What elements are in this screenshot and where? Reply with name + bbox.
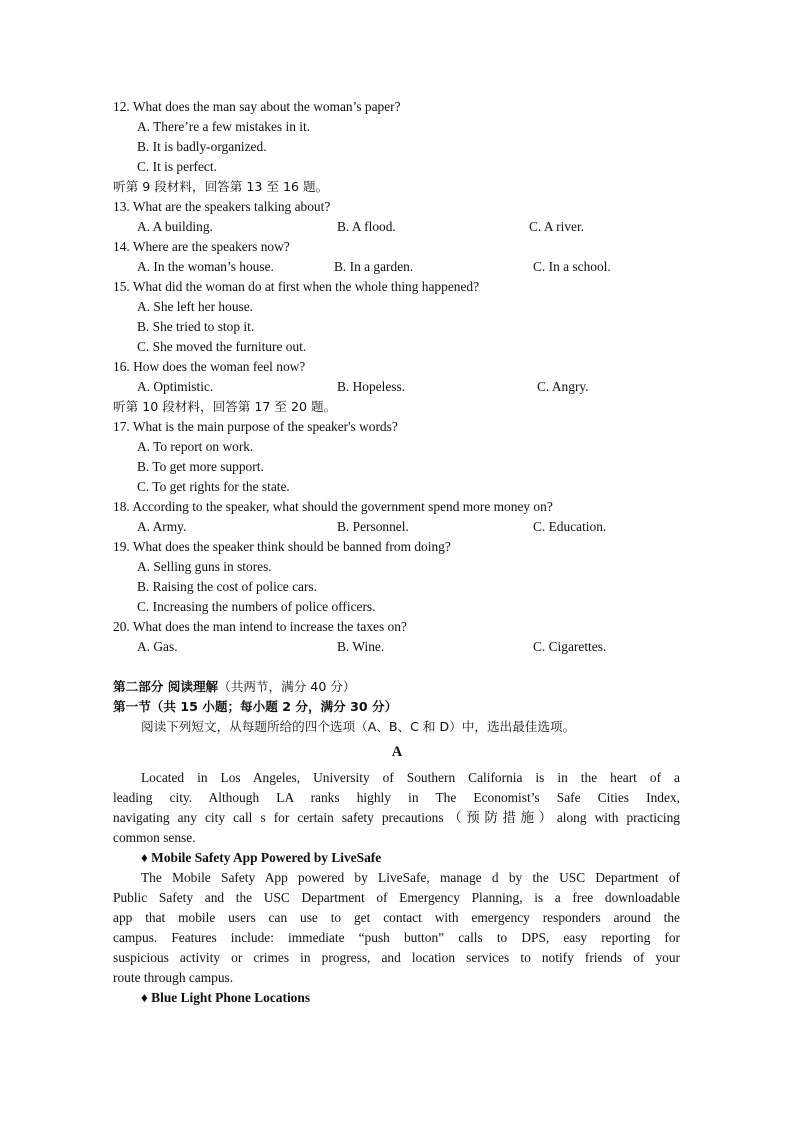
q19-option-c: C. Increasing the numbers of police officers. xyxy=(137,599,376,614)
q20-option-b: B. Wine. xyxy=(337,639,385,654)
q19-stem: 19. What does the speaker think should be banned from doing? xyxy=(113,539,451,554)
q16-stem: 16. How does the woman feel now? xyxy=(113,359,306,374)
q16-option-b: B. Hopeless. xyxy=(337,379,406,394)
q18-stem: 18. According to the speaker, what should the government spend more money on? xyxy=(113,499,553,514)
q12-option-c: C. It is perfect. xyxy=(137,159,217,174)
q18-option-a: A. Army. xyxy=(137,519,187,534)
para2-line: app that mobile users can use to get contact with emergency responders around the xyxy=(113,910,680,925)
q17-option-b: B. To get more support. xyxy=(137,459,264,474)
q17-option-c: C. To get rights for the state. xyxy=(137,479,290,494)
heading-mobile-safety-app: ♦ Mobile Safety App Powered by LiveSafe xyxy=(141,850,382,865)
q15-option-b: B. She tried to stop it. xyxy=(137,319,255,334)
part-2-note: （共两节，满分 40 分） xyxy=(218,679,356,694)
reading-instructions: 阅读下列短文，从每题所给的四个选项（A、B、C 和 D）中，选出最佳选项。 xyxy=(141,719,576,734)
q17-stem: 17. What is the main purpose of the speaker's words? xyxy=(113,419,398,434)
q17-option-a: A. To report on work. xyxy=(137,439,254,454)
q15-option-a: A. She left her house. xyxy=(137,299,254,314)
q14-stem: 14. Where are the speakers now? xyxy=(113,239,290,254)
para2-line: The Mobile Safety App powered by LiveSafe, manage d by the USC Department of xyxy=(141,870,680,885)
q13-option-b: B. A flood. xyxy=(337,219,396,234)
section-1-heading: 第一节（共 15 小题；每小题 2 分，满分 30 分） xyxy=(113,699,398,714)
section-10-instruction: 听第 10 段材料，回答第 17 至 20 题。 xyxy=(113,399,337,414)
para2-line: route through campus. xyxy=(113,970,234,985)
q12-option-b: B. It is badly-organized. xyxy=(137,139,267,154)
q14-option-c: C. In a school. xyxy=(533,259,611,274)
q13-option-a: A. A building. xyxy=(137,219,213,234)
q12-option-a: A. There’re a few mistakes in it. xyxy=(137,119,311,134)
q13-stem: 13. What are the speakers talking about? xyxy=(113,199,331,214)
section-9-instruction: 听第 9 段材料，回答第 13 至 16 题。 xyxy=(113,179,329,194)
para1-line: common sense. xyxy=(113,830,196,845)
para1-line: Located in Los Angeles, University of Southern California is in the heart of a xyxy=(141,770,680,785)
heading-blue-light-phones: ♦ Blue Light Phone Locations xyxy=(141,990,311,1005)
q14-option-a: A. In the woman’s house. xyxy=(137,259,274,274)
q12-stem: 12. What does the man say about the woman’s paper? xyxy=(113,99,401,114)
q15-stem: 15. What did the woman do at first when the whole thing happened? xyxy=(113,279,480,294)
q20-stem: 20. What does the man intend to increase the taxes on? xyxy=(113,619,407,634)
q18-option-c: C. Education. xyxy=(533,519,607,534)
q16-option-c: C. Angry. xyxy=(537,379,589,394)
q15-option-c: C. She moved the furniture out. xyxy=(137,339,307,354)
para1-line: leading city. Although LA ranks highly in The Economist’s Safe Cities Index, xyxy=(113,790,680,805)
q14-option-b: B. In a garden. xyxy=(334,259,414,274)
q18-option-b: B. Personnel. xyxy=(337,519,409,534)
q20-option-c: C. Cigarettes. xyxy=(533,639,607,654)
passage-letter: A xyxy=(391,744,403,760)
q19-option-b: B. Raising the cost of police cars. xyxy=(137,579,317,594)
para2-line: Public Safety and the USC Department of Emergency Planning, is a free downloadable xyxy=(113,890,680,905)
para2-line: campus. Features include: immediate “push button” calls to DPS, easy reporting for xyxy=(113,930,680,945)
part-2-title: 第二部分 阅读理解 xyxy=(113,679,219,694)
q19-option-a: A. Selling guns in stores. xyxy=(137,559,272,574)
q13-option-c: C. A river. xyxy=(529,219,585,234)
para1-line: navigating any city call s for certain safety precautions（预防措施）along with practicing xyxy=(113,810,680,825)
q16-option-a: A. Optimistic. xyxy=(137,379,214,394)
part-2-heading xyxy=(113,677,356,697)
para2-line: suspicious activity or crimes in progress, and location services to notify friends of your xyxy=(113,950,680,965)
q20-option-a: A. Gas. xyxy=(137,639,178,654)
